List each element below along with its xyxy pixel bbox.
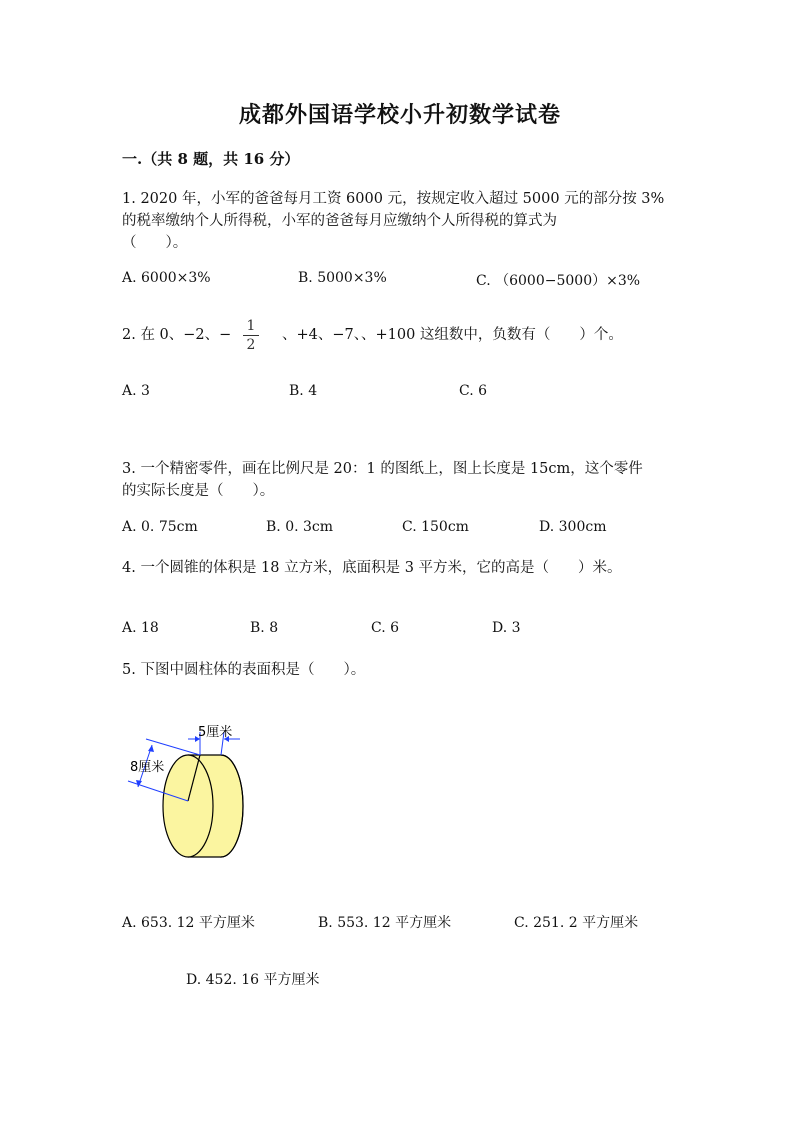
radius-arrowhead-top (148, 745, 154, 752)
question-3-line-1: 3. 一个精密零件，画在比例尺是 20：1 的图纸上，图上长度是 15cm，这个零件 (122, 461, 643, 477)
question-4-option-a[interactable]: A. 18 (122, 620, 159, 636)
question-2-option-b[interactable]: B. 4 (289, 383, 318, 399)
cylinder-back-face (163, 755, 213, 857)
question-4-line-1: 4. 一个圆锥的体积是 18 立方米，底面积是 3 平方米，它的高是（ ）米。 (122, 560, 622, 576)
question-1-option-b[interactable]: B. 5000×3% (298, 270, 387, 286)
question-2-suffix: 、+4、−7、、+100 这组数中，负数有（ ）个。 (282, 327, 623, 343)
question-5-option-d[interactable]: D. 452. 16 平方厘米 (186, 972, 320, 988)
fraction-one-half (243, 318, 259, 353)
fraction-denominator: 2 (246, 337, 256, 353)
question-1-line-2: 的税率缴纳个人所得税，小军的爸爸每月应缴纳个人所得税的算式为 (122, 213, 557, 229)
question-5-option-b[interactable]: B. 553. 12 平方厘米 (318, 915, 452, 931)
question-4-option-c[interactable]: C. 6 (371, 620, 400, 636)
question-1-line-1: 1. 2020 年，小军的爸爸每月工资 6000 元，按规定收入超过 5000 元的部分按 3% (122, 191, 665, 207)
question-1-option-c[interactable]: C. （6000−5000）×3% (476, 273, 641, 289)
question-2-option-c[interactable]: C. 6 (459, 383, 488, 399)
fraction-numerator: 1 (246, 318, 256, 334)
question-3-option-b[interactable]: B. 0. 3cm (266, 519, 334, 535)
question-2-prefix: 2. 在 0、−2、− (122, 327, 232, 343)
question-3-option-a[interactable]: A. 0. 75cm (122, 519, 198, 535)
question-4-option-d[interactable]: D. 3 (492, 620, 521, 636)
question-1-option-a[interactable]: A. 6000×3% (122, 270, 211, 286)
page-title: 成都外国语学校小升初数学试卷 (238, 102, 561, 128)
question-5-line-1: 5. 下图中圆柱体的表面积是（ ）。 (122, 662, 366, 678)
fraction-bar (243, 335, 259, 336)
question-1-line-3: （ ）。 (122, 235, 188, 251)
question-2-option-a[interactable]: A. 3 (122, 383, 150, 399)
question-3-option-c[interactable]: C. 150cm (402, 519, 469, 535)
question-5-option-a[interactable]: A. 653. 12 平方厘米 (122, 915, 255, 931)
section-heading: 一.（共 8 题，共 16 分） (122, 150, 300, 168)
radius-label: 8厘米 (130, 760, 165, 775)
radius-ext-top (146, 739, 200, 755)
height-label: 5厘米 (198, 725, 233, 740)
question-5-option-c[interactable]: C. 251. 2 平方厘米 (514, 915, 639, 931)
question-4-option-b[interactable]: B. 8 (250, 620, 279, 636)
question-3-option-d[interactable]: D. 300cm (539, 519, 607, 535)
cylinder-figure (118, 715, 258, 865)
question-3-line-2: 的实际长度是（ ）。 (122, 483, 275, 499)
